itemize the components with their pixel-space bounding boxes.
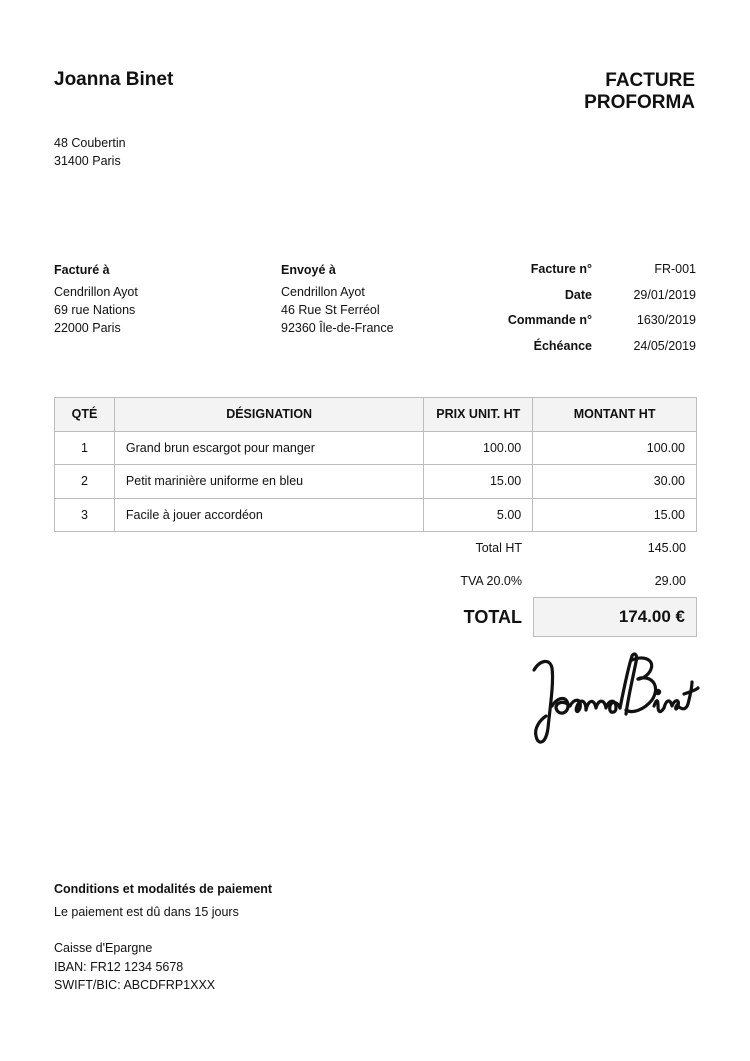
- handwritten-signature: [528, 648, 700, 752]
- document-title: [584, 70, 695, 114]
- bank-swift: SWIFT/BIC: ABCDFRP1XXX: [54, 978, 216, 992]
- document-title-line: PROFORMA: [584, 92, 695, 113]
- line-items-table: [54, 397, 697, 532]
- cell-description: Facile à jouer accordéon: [114, 498, 423, 532]
- grand-total-row: [424, 597, 697, 637]
- meta-row-due-date: [480, 339, 696, 365]
- payment-terms: [54, 882, 272, 921]
- cell-unit-price: 15.00: [424, 465, 533, 499]
- billed-to-line: 69 rue Nations: [54, 303, 136, 317]
- billed-to-heading: Facturé à: [54, 263, 110, 277]
- invoice-meta: [480, 262, 696, 364]
- meta-row-invoice-number: [480, 262, 696, 288]
- meta-label: Commande n°: [507, 313, 592, 328]
- tax-label: TVA 20.0%: [460, 573, 522, 588]
- payment-terms-text: Le paiement est dû dans 15 jours: [54, 905, 239, 919]
- grand-total-label: TOTAL: [463, 606, 522, 627]
- header-description: DÉSIGNATION: [114, 398, 423, 432]
- meta-row-order-number: [480, 313, 696, 339]
- subtotal-label: Total HT: [475, 540, 522, 555]
- sender-address: [54, 134, 126, 170]
- bank-iban: IBAN: FR12 1234 5678: [54, 959, 184, 974]
- meta-value: 29/01/2019: [633, 287, 696, 302]
- table-row: [55, 431, 697, 465]
- subtotal-value: 145.00: [647, 540, 686, 555]
- shipped-to-block: [281, 263, 394, 337]
- sender-address-line: 31400 Paris: [54, 154, 121, 168]
- cell-amount: 100.00: [533, 431, 697, 465]
- cell-unit-price: 5.00: [424, 498, 533, 532]
- cell-description: Petit marinière uniforme en bleu: [114, 465, 423, 499]
- table-row: [55, 498, 697, 532]
- bank-name: Caisse d'Epargne: [54, 941, 153, 955]
- shipped-to-heading: Envoyé à: [281, 263, 336, 277]
- cell-unit-price: 100.00: [424, 431, 533, 465]
- header-qty: QTÉ: [55, 398, 115, 432]
- cell-description: Grand brun escargot pour manger: [114, 431, 423, 465]
- meta-label: Date: [564, 287, 592, 302]
- cell-qty: 3: [55, 498, 115, 532]
- bank-details: [54, 939, 215, 995]
- cell-amount: 30.00: [533, 465, 697, 499]
- meta-value: 24/05/2019: [633, 338, 696, 353]
- cell-qty: 1: [55, 431, 115, 465]
- cell-amount: 15.00: [533, 498, 697, 532]
- table-row: [55, 465, 697, 499]
- billed-to-block: [54, 263, 138, 337]
- subtotal-row: [424, 531, 697, 564]
- table-header-row: [55, 398, 697, 432]
- tax-value: 29.00: [654, 573, 686, 588]
- billed-to-line: Cendrillon Ayot: [54, 285, 138, 299]
- meta-row-date: [480, 288, 696, 314]
- header-unit-price: PRIX UNIT. HT: [424, 398, 533, 432]
- cell-qty: 2: [55, 465, 115, 499]
- meta-value: 1630/2019: [636, 313, 696, 328]
- sender-name: Joanna Binet: [54, 69, 174, 90]
- meta-label: Échéance: [533, 338, 592, 353]
- totals-block: [424, 531, 697, 637]
- document-title-line: FACTURE: [605, 70, 695, 91]
- payment-terms-heading: Conditions et modalités de paiement: [54, 882, 273, 896]
- shipped-to-line: 92360 Île-de-France: [281, 321, 394, 335]
- billed-to-line: 22000 Paris: [54, 321, 121, 335]
- meta-label: Facture n°: [530, 262, 592, 276]
- header-amount: MONTANT HT: [533, 398, 697, 432]
- grand-total-value: 174.00 €: [533, 597, 697, 637]
- shipped-to-line: Cendrillon Ayot: [281, 285, 365, 299]
- meta-value: FR-001: [654, 262, 696, 276]
- shipped-to-line: 46 Rue St Ferréol: [281, 303, 380, 317]
- tax-row: [424, 564, 697, 597]
- sender-address-line: 48 Coubertin: [54, 136, 126, 150]
